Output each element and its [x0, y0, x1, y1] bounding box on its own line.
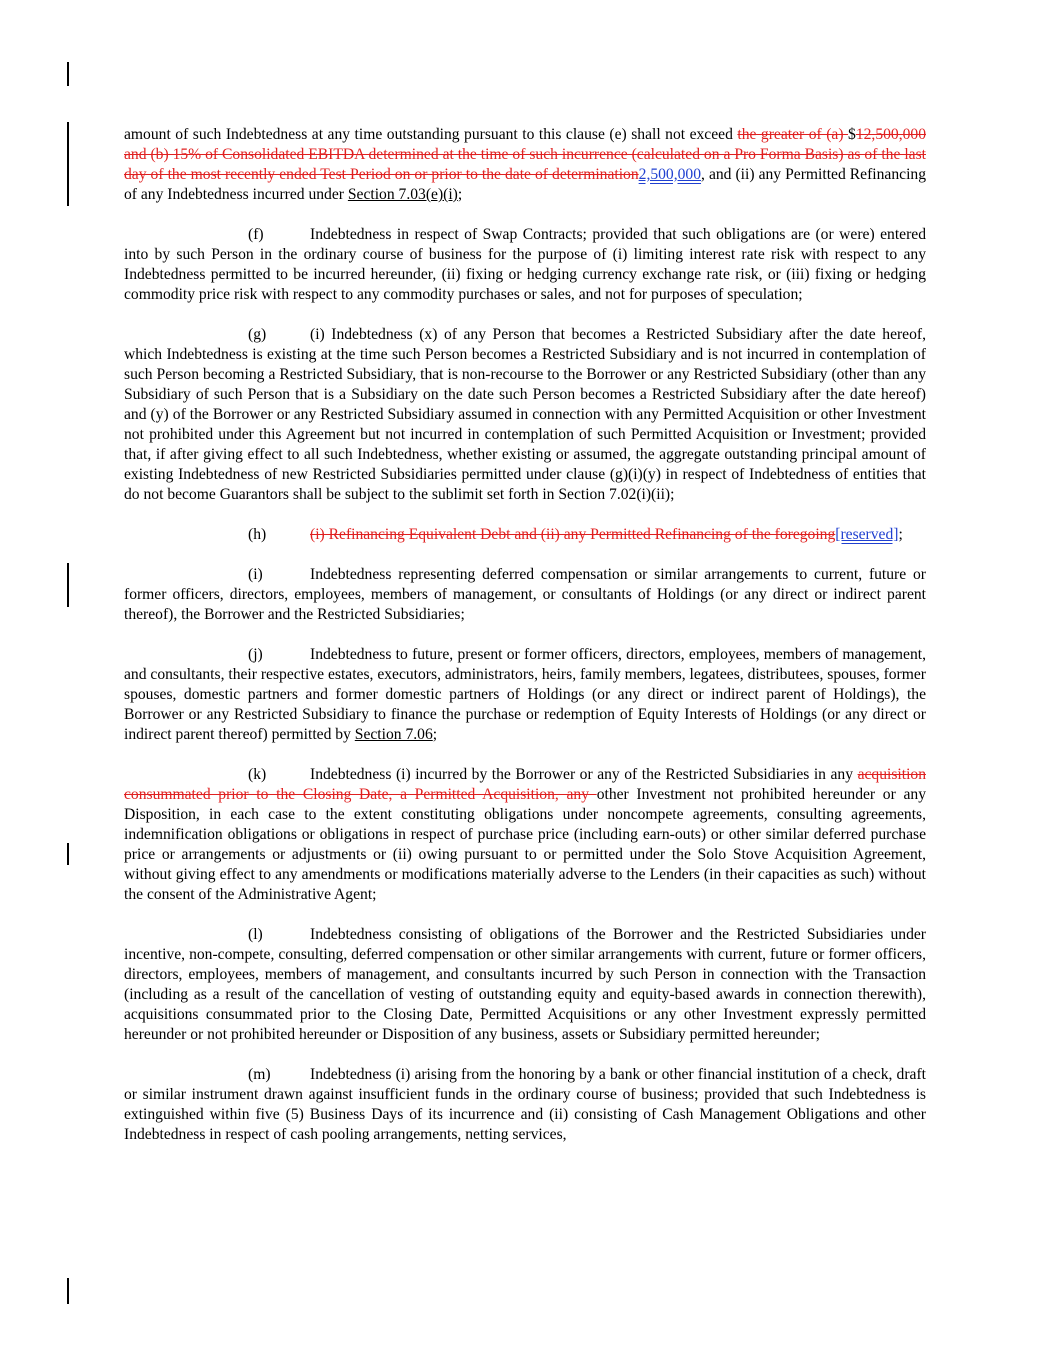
paragraph-number: (g)	[248, 326, 267, 343]
paragraph-number: (j)	[248, 646, 263, 663]
text: $	[848, 126, 856, 143]
paragraph-k	[124, 765, 926, 905]
text: Indebtedness (i) incurred by the Borrower or any of the Restricted Subsidiaries in any	[310, 766, 858, 783]
paragraph-text: Indebtedness in respect of Swap Contracts; provided that such obligations are (or were) entered into by such Person in the ordinary course of business for the purpose of (i) limiting interest rate risk with respect to any Indebtedness permitted to be incurred hereunder, (ii) fixing or hedging currency exchange rate risk, or (iii) fixing or hedging commodity price risk with respect to any commodity purchases or sales, and not for purposes of speculation;	[124, 226, 926, 303]
text: amount of such Indebtedness at any time outstanding pursuant to this clause (e) shall not exceed	[124, 126, 738, 143]
text: other Investment not prohibited hereunder or any Disposition, in each case to the extent constituting obligations under noncompete agreements, consulting agreements, indemnification obligations or obligations in respect of purchase price (including earn-outs) or other similar deferred purchase price or arrangements or adjustments or (ii) owing pursuant to or permitted under the Solo Stove Acquisition Agreement, without giving effect to any amendments or modifications materially adverse to the Lenders (in their capacities as such) without the consent of the Administrative Agent;	[124, 786, 926, 903]
deleted-text: the greater of (a)	[737, 126, 849, 143]
change-bar-para-k	[67, 843, 69, 865]
inserted-text: 2,500,000	[638, 166, 702, 183]
inserted-text: [reserved]	[835, 526, 899, 543]
paragraph-number: (m)	[248, 1066, 271, 1083]
document-body	[124, 125, 926, 1165]
paragraph-f	[124, 225, 926, 305]
paragraph-i	[124, 565, 926, 625]
paragraph-text: Indebtedness (i) arising from the honoring by a bank or other financial institution of a check, draft or similar instrument drawn against insufficient funds in the ordinary course of business; provided that such Indebtedness is extinguished within five (5) Business Days of its incurrence and (ii) consisting of Cash Management Obligations and other Indebtedness in respect of cash pooling arrangements, netting services,	[124, 1066, 926, 1143]
change-bar-para-e	[67, 122, 69, 206]
paragraph-e-continued	[124, 125, 926, 205]
deleted-text: 12,500,000 and (b) 15% of Consolidated EBITDA determined at the time of such incurrence (calculated on a Pro Forma Basis) as of the last day of the most recently ended Test Period on or prior to the date of determination	[124, 126, 926, 183]
text: ;	[898, 526, 903, 543]
paragraph-h	[124, 525, 926, 545]
paragraph-j	[124, 645, 926, 745]
change-bar-para-h	[67, 563, 69, 607]
paragraph-text: Indebtedness to future, present or former officers, directors, employees, members of management, and consultants, their respective estates, executors, administrators, heirs, family members, legatees, distributees, spouses, former spouses, domestic partners and former domestic partners of Holdings (or any direct or indirect parent of Holdings), the Borrower or any Restricted Subsidiary to finance the purchase or redemption of Equity Interests of Holdings (or any direct or indirect parent thereof) permitted by	[124, 646, 926, 743]
text: ;	[457, 186, 463, 203]
paragraph-text: Indebtedness consisting of obligations of the Borrower and the Restricted Subsidiaries under incentive, non-compete, consulting, deferred compensation or other similar arrangements with current, future or former officers, directors, employees, members of management, and consultants incurred by such Person in connection with the Transaction (including as a result of the cancellation of vesting of outstanding equity and equity-based awards in connection therewith), acquisitions consummated prior to the Closing Date, Permitted Acquisitions or any other Investment expressly permitted hereunder or not prohibited hereunder or Disposition of any business, assets or Subsidiary permitted hereunder;	[124, 926, 926, 1043]
section-reference: Section 7.06	[354, 726, 433, 743]
text: , and (ii) any Permitted Refinancing of any Indebtedness incurred under	[124, 166, 926, 203]
paragraph-number: (l)	[248, 926, 263, 943]
section-reference: Section 7.03(e)(i)	[347, 186, 458, 203]
paragraph-l	[124, 925, 926, 1045]
paragraph-text: (i) Indebtedness (x) of any Person that becomes a Restricted Subsidiary after the date hereof, which Indebtedness is existing at the time such Person becomes a Restricted Subsidiary and is not incurred in contemplation of such Person becoming a Restricted Subsidiary, that is non-recourse to the Borrower or any Restricted Subsidiary (other than any Subsidiary of such Person that is a Subsidiary on the date such Person becomes a Restricted Subsidiary after the date hereof) and (y) of the Borrower or any Restricted Subsidiary assumed in connection with any Permitted Acquisition or other Investment not prohibited under this Agreement but not incurred in contemplation of such Permitted Acquisition or Investment; provided that, if after giving effect to all such Indebtedness, whether existing or assumed, the aggregate outstanding principal amount of existing Indebtedness of new Restricted Subsidiaries permitted under clause (g)(i)(y) in respect of Indebtedness of entities that do not become Guarantors shall be subject to the sublimit set forth in Section 7.02(i)(ii);	[124, 326, 926, 503]
paragraph-number: (f)	[248, 226, 264, 243]
change-bar-bottom	[67, 1278, 69, 1304]
paragraph-number: (k)	[248, 766, 267, 783]
paragraph-number: (i)	[248, 566, 263, 583]
text: ;	[432, 726, 438, 743]
change-bar-top	[67, 62, 69, 86]
paragraph-text: Indebtedness representing deferred compensation or similar arrangements to current, future or former officers, directors, employees, members of management, or consultants of Holdings (or any direct or indirect parent thereof), the Borrower and the Restricted Subsidiaries;	[124, 566, 926, 623]
paragraph-g	[124, 325, 926, 505]
paragraph-number: (h)	[248, 526, 267, 543]
deleted-text: (i) Refinancing Equivalent Debt and (ii) any Permitted Refinancing of the foregoing	[310, 526, 836, 543]
paragraph-m	[124, 1065, 926, 1145]
deleted-text: acquisition consummated prior to the Closing Date, a Permitted Acquisition, any	[124, 766, 926, 803]
